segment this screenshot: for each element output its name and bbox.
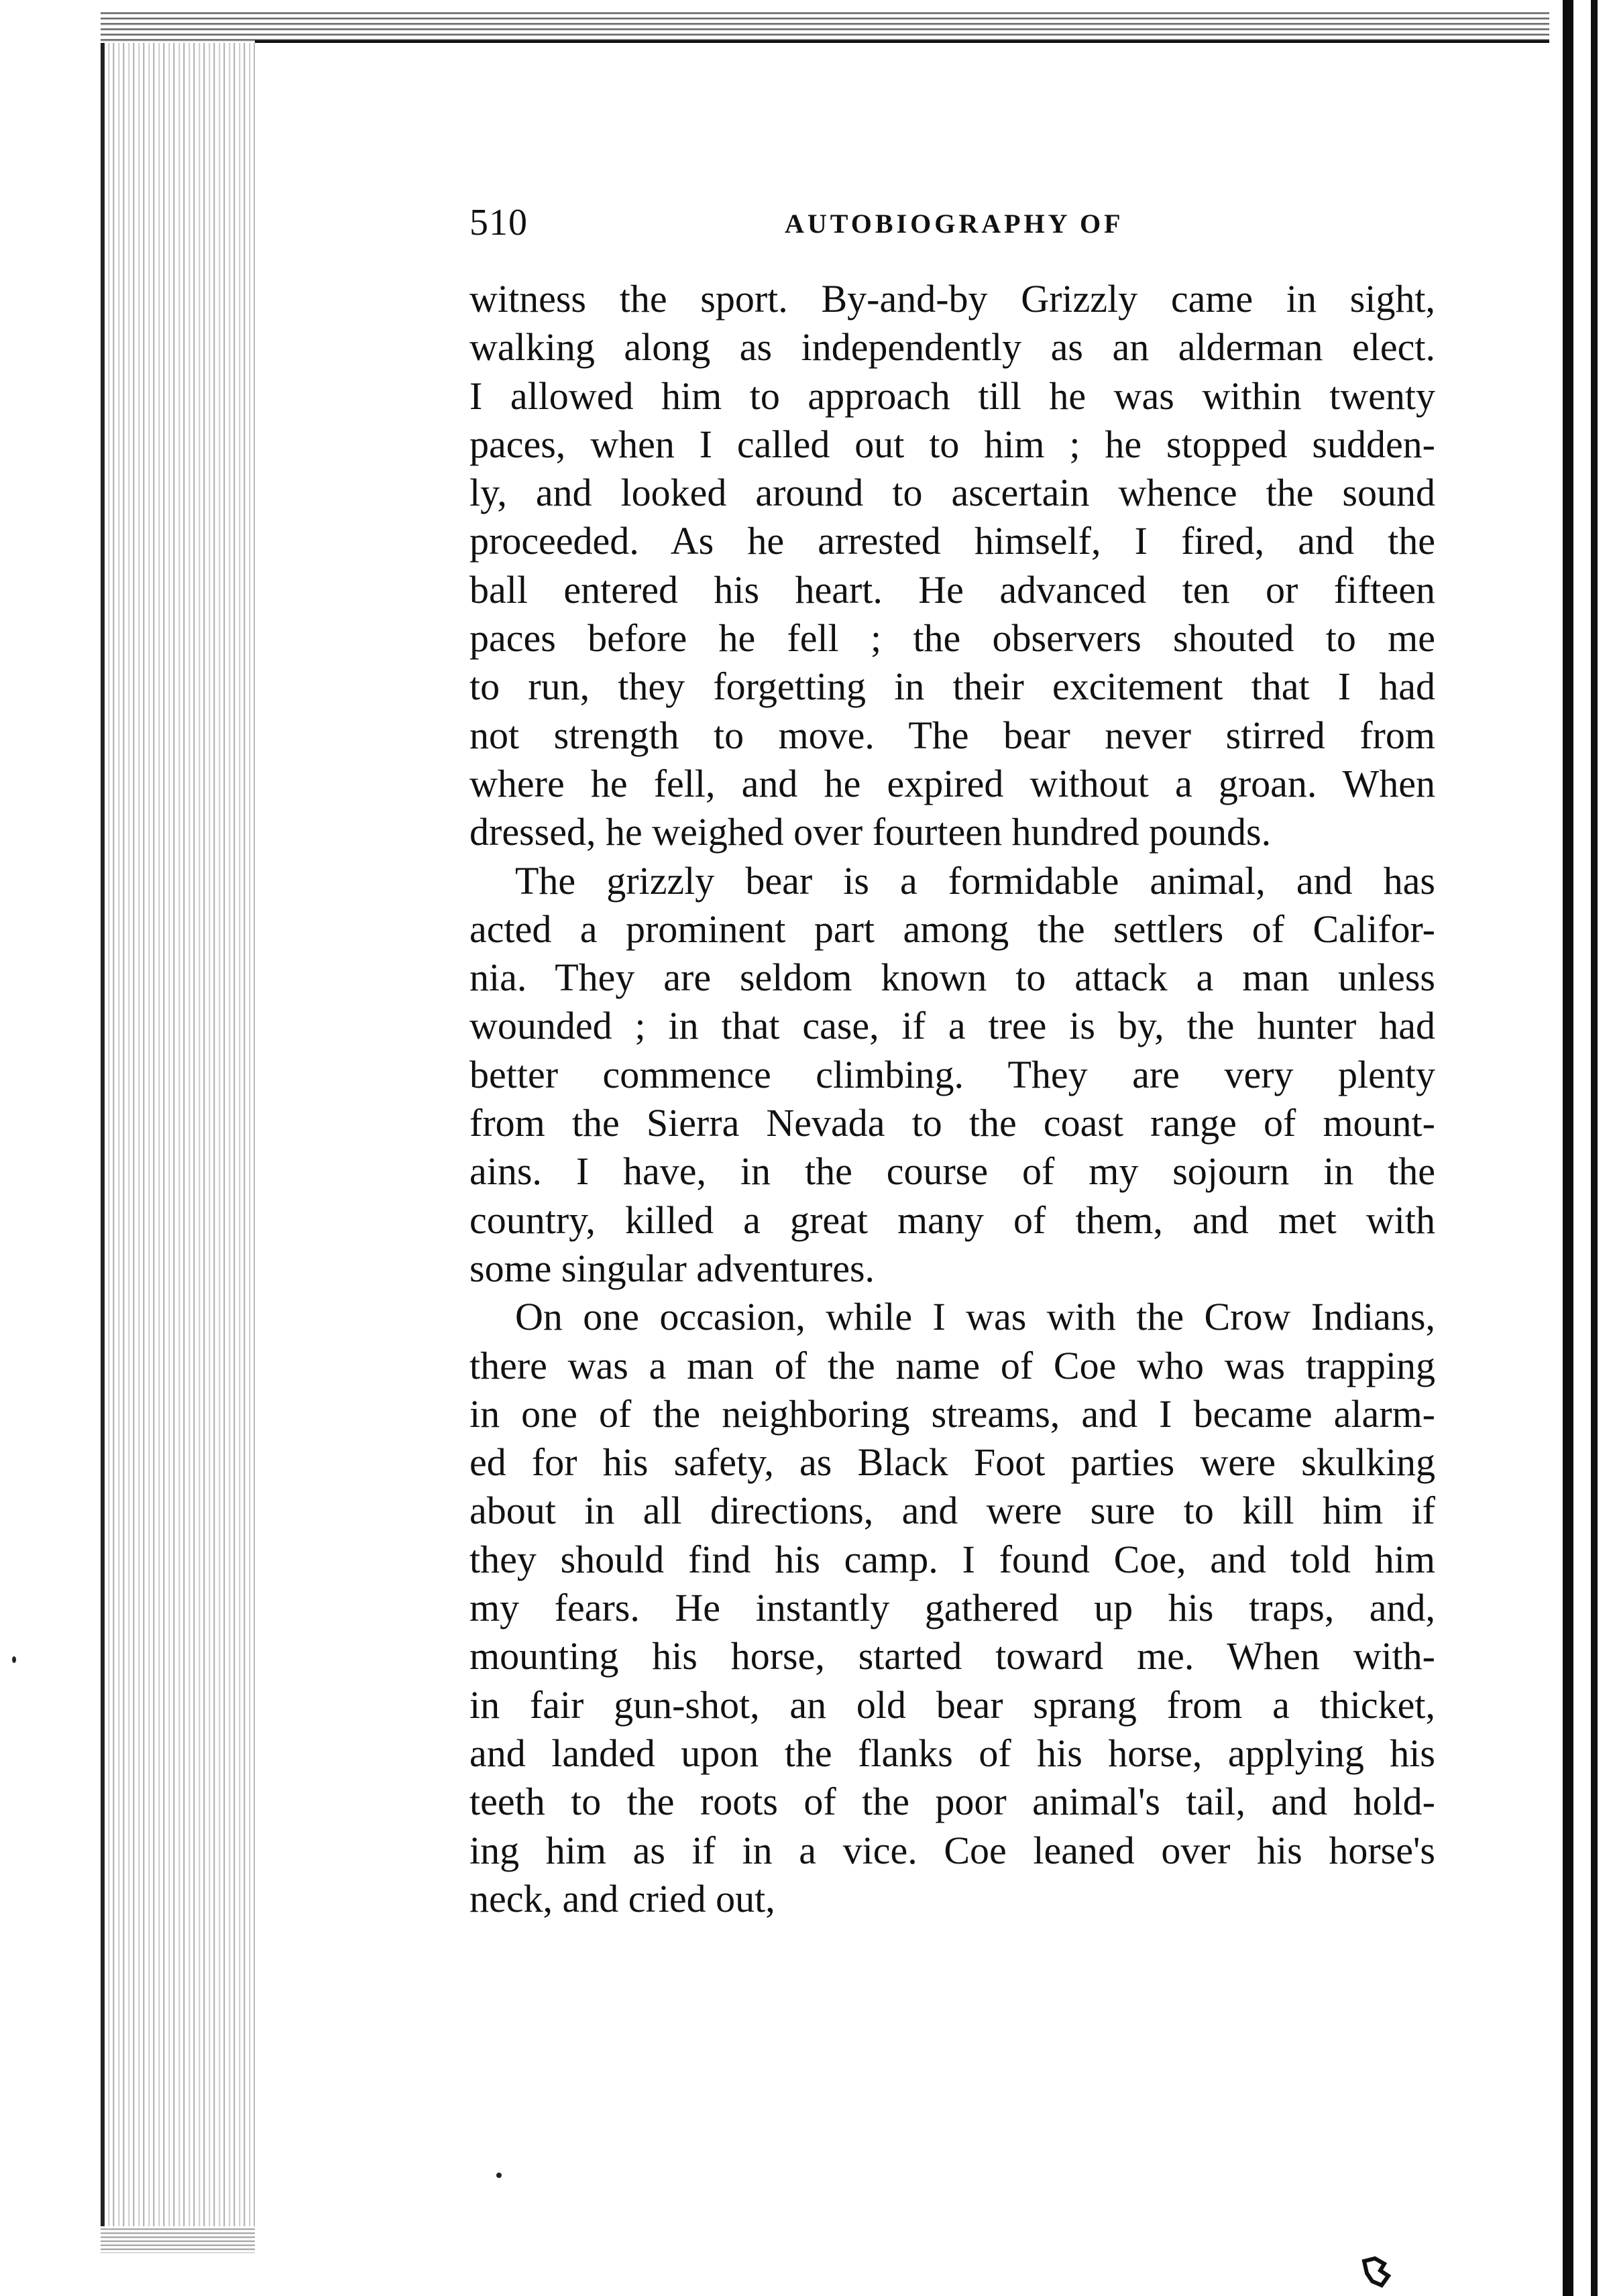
scan-artifact-icon: [1357, 2256, 1398, 2289]
text-line: from the Sierra Nevada to the coast range of mount-: [469, 1101, 1435, 1145]
text-line: dressed, he weighed over fourteen hundred pounds.: [469, 810, 1272, 854]
text-line: paces, when I called out to him ; he stopped sudden-: [469, 422, 1435, 466]
scan-speck: [496, 2173, 502, 2178]
page-number: 510: [469, 202, 528, 243]
text-line: acted a prominent part among the settlers of Califor-: [469, 907, 1435, 951]
text-line: witness the sport. By-and-by Grizzly came in sight,: [469, 277, 1435, 321]
paragraph-3: [469, 1293, 1435, 1923]
book-gutter-edge: [1563, 0, 1615, 2296]
text-line: walking along as independently as an alderman elect.: [469, 325, 1435, 369]
text-line: about in all directions, and were sure to kill him if: [469, 1489, 1435, 1533]
book-bottom-edges: [101, 2226, 255, 2253]
text-line: paces before he fell ; the observers shouted to me: [469, 616, 1435, 661]
text-line: On one occasion, while I was with the Crow Indians,: [515, 1295, 1435, 1339]
book-top-edge: [101, 9, 1549, 43]
text-line: better commence climbing. They are very plenty: [469, 1052, 1435, 1096]
text-line: my fears. He instantly gathered up his traps, and,: [469, 1586, 1435, 1630]
text-line: mounting his horse, started toward me. When with-: [469, 1634, 1435, 1678]
text-line: some singular adventures.: [469, 1246, 875, 1290]
text-line: ains. I have, in the course of my sojourn in the: [469, 1149, 1435, 1194]
text-line: The grizzly bear is a formidable animal, and has: [515, 858, 1435, 903]
text-line: ing him as if in a vice. Coe leaned over his horse's: [469, 1828, 1435, 1872]
text-line: there was a man of the name of Coe who was trapping: [469, 1343, 1435, 1387]
text-line: I allowed him to approach till he was within twenty: [469, 374, 1435, 418]
text-line: teeth to the roots of the poor animal's tail, and hold-: [469, 1780, 1435, 1824]
text-line: they should find his camp. I found Coe, and told him: [469, 1537, 1435, 1581]
text-line: in fair gun-shot, an old bear sprang from a thicket,: [469, 1682, 1435, 1727]
paragraph-2: [469, 857, 1435, 1294]
text-line: nia. They are seldom known to attack a man unless: [469, 956, 1435, 1000]
text-line: not strength to move. The bear never stirred from: [469, 713, 1435, 757]
text-line: to run, they forgetting in their excitement that I had: [469, 665, 1435, 709]
scan-speck: [12, 1656, 16, 1663]
body-text: [469, 275, 1435, 1923]
text-line: ly, and looked around to ascertain whence the sound: [469, 471, 1435, 515]
text-line: and landed upon the flanks of his horse, applying his: [469, 1731, 1435, 1775]
book-page-edges: [101, 40, 259, 2246]
text-line: in one of the neighboring streams, and I became alarm-: [469, 1391, 1435, 1436]
text-line: country, killed a great many of them, and met with: [469, 1198, 1435, 1242]
paragraph-1: [469, 275, 1435, 857]
running-title: AUTOBIOGRAPHY OF: [785, 209, 1124, 239]
text-line: neck, and cried out,: [469, 1876, 775, 1920]
running-header: [469, 196, 1435, 249]
text-line: ed for his safety, as Black Foot parties were skulking: [469, 1440, 1435, 1485]
text-line: wounded ; in that case, if a tree is by, the hunter had: [469, 1004, 1435, 1048]
text-line: ball entered his heart. He advanced ten or fifteen: [469, 567, 1435, 612]
text-line: where he fell, and he expired without a groan. When: [469, 761, 1435, 805]
text-line: proceeded. As he arrested himself, I fired, and the: [469, 519, 1435, 563]
